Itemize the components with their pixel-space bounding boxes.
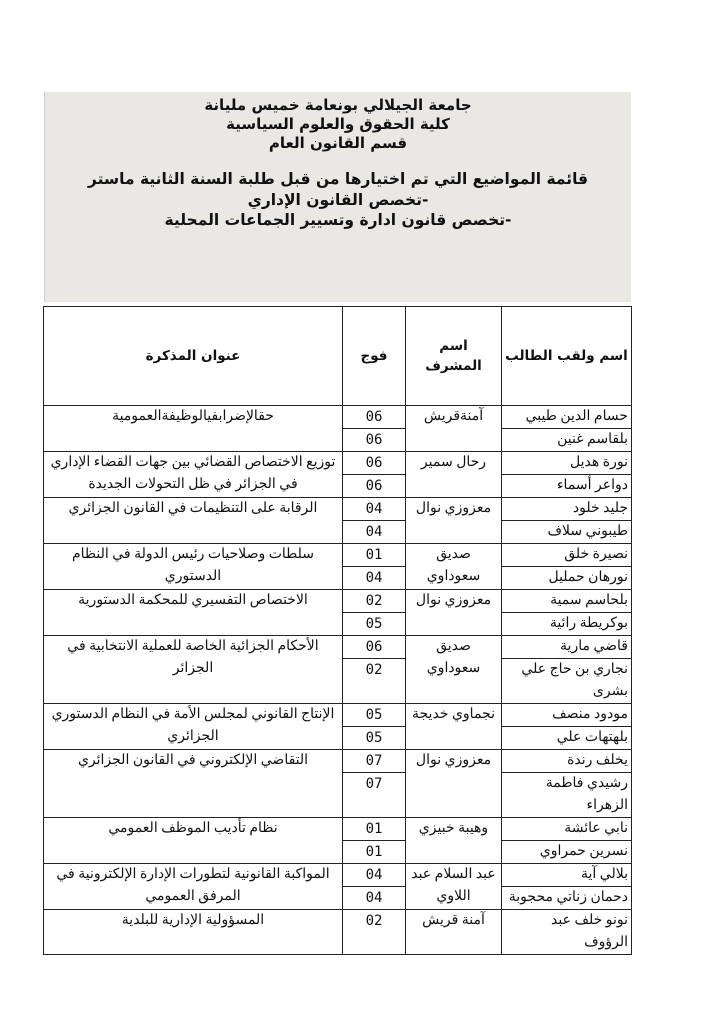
faculty-name: كلية الحقوق والعلوم السياسية	[226, 115, 450, 133]
student-name: يخلف رندة	[502, 750, 632, 773]
student-name: جليد خلود	[502, 498, 632, 521]
supervisor-name: رحال سمير	[406, 452, 502, 498]
table-row	[44, 498, 632, 521]
student-name: نجاري بن حاج علي بشرى	[502, 659, 632, 704]
supervisor-name: وهيبة خبيزي	[406, 818, 502, 864]
list-title: قائمة المواضيع التي تم اختيارها من قبل طلبة السنة الثانية ماستر	[87, 170, 589, 188]
group-number: 05	[343, 613, 406, 636]
memos-table	[43, 306, 632, 955]
group-number: 06	[343, 636, 406, 659]
table-row	[44, 818, 632, 841]
student-name: طيبوني سلاف	[502, 521, 632, 544]
memo-title: توزيع الاختصاص القضائي بين جهات القضاء الإداري في الجزائر في ظل التحولات الجديدة	[44, 452, 343, 498]
group-number: 07	[343, 750, 406, 773]
supervisor-name: صديق سعوداوي	[406, 544, 502, 590]
supervisor-name: آمنة قريش	[406, 910, 502, 955]
student-name: نورة هديل	[502, 452, 632, 475]
group-number: 04	[343, 887, 406, 910]
table-row	[44, 636, 632, 659]
document-header	[44, 92, 631, 302]
col-header-supervisor: اسم المشرف	[406, 307, 502, 406]
group-number: 07	[343, 773, 406, 818]
group-number: 04	[343, 498, 406, 521]
group-number: 01	[343, 818, 406, 841]
supervisor-name: عبد السلام عبد اللاوي	[406, 864, 502, 910]
student-name: دواعر أسماء	[502, 475, 632, 498]
student-name: مودود منصف	[502, 704, 632, 727]
memo-title: الاختصاص التفسيري للمحكمة الدستورية	[44, 590, 343, 636]
student-name: نسرين حمراوي	[502, 841, 632, 864]
memo-title: المواكبة القانونية لتطورات الإدارة الإلكترونية في المرفق العمومي	[44, 864, 343, 910]
student-name: حسام الدين طيبي	[502, 406, 632, 429]
department-name: قسم القانون العام	[268, 134, 408, 152]
group-number: 05	[343, 727, 406, 750]
group-number: 01	[343, 841, 406, 864]
table-row	[44, 452, 632, 475]
student-name: رشيدي فاطمة الزهراء	[502, 773, 632, 818]
memo-title: نظام تأديب الموظف العمومي	[44, 818, 343, 864]
specialty-local-collectivities: -تخصص قانون ادارة وتسيير الجماعات المحلية	[164, 211, 512, 229]
memo-title: الأحكام الجزائية الخاصة للعملية الانتخابية في الجزائر	[44, 636, 343, 704]
supervisor-name: آمنةقريش	[406, 406, 502, 452]
col-header-student: اسم ولقب الطالب	[502, 307, 632, 406]
group-number: 02	[343, 590, 406, 613]
student-name: قاضي مارية	[502, 636, 632, 659]
group-number: 06	[343, 452, 406, 475]
student-name: دحمان زناتي محجوبة	[502, 887, 632, 910]
student-name: نابي عائشة	[502, 818, 632, 841]
supervisor-name: معزوزي نوال	[406, 498, 502, 544]
table-row	[44, 544, 632, 567]
memo-title: المسؤولية الإدارية للبلدية	[44, 910, 343, 955]
student-name: بلالي آية	[502, 864, 632, 887]
memo-title: الرقابة على التنظيمات في القانون الجزائري	[44, 498, 343, 544]
university-name: جامعة الجيلالي بونعامة خميس مليانة	[204, 96, 472, 114]
memo-title: الإنتاج القانوني لمجلس الأمة في النظام الدستوري الجزائري	[44, 704, 343, 750]
group-number: 04	[343, 567, 406, 590]
group-number: 02	[343, 910, 406, 955]
student-name: نورهان حمليل	[502, 567, 632, 590]
supervisor-name: نجماوي خديجة	[406, 704, 502, 750]
table-row	[44, 750, 632, 773]
supervisor-name: صديق سعوداوي	[406, 636, 502, 704]
table-row	[44, 704, 632, 727]
memos-table-body	[44, 406, 632, 955]
table-row	[44, 590, 632, 613]
group-number: 06	[343, 429, 406, 452]
student-name: بلحاسم سمية	[502, 590, 632, 613]
group-number: 01	[343, 544, 406, 567]
student-name: نونو خلف عبد الرؤوف	[502, 910, 632, 955]
table-header-row	[44, 307, 632, 406]
student-name: نصيرة خلق	[502, 544, 632, 567]
memo-title: التقاضي الإلكتروني في القانون الجزائري	[44, 750, 343, 818]
col-header-title: عنوان المذكرة	[44, 307, 343, 406]
group-number: 02	[343, 659, 406, 704]
supervisor-name: معزوزي نوال	[406, 750, 502, 818]
memo-title: سلطات وصلاحيات رئيس الدولة في النظام الدستوري	[44, 544, 343, 590]
group-number: 06	[343, 406, 406, 429]
table-row	[44, 864, 632, 887]
supervisor-name: معزوزي نوال	[406, 590, 502, 636]
group-number: 04	[343, 864, 406, 887]
memo-title: حقالإضرابفيالوظيفةالعمومية	[44, 406, 343, 452]
group-number: 06	[343, 475, 406, 498]
table-row	[44, 910, 632, 955]
specialty-administrative-law: -تخصص القانون الإداري	[247, 191, 429, 209]
student-name: بوكريطة رائية	[502, 613, 632, 636]
table-row	[44, 406, 632, 429]
group-number: 05	[343, 704, 406, 727]
student-name: بلهتهات علي	[502, 727, 632, 750]
group-number: 04	[343, 521, 406, 544]
col-header-group: فوج	[343, 307, 406, 406]
student-name: بلقاسم غنين	[502, 429, 632, 452]
